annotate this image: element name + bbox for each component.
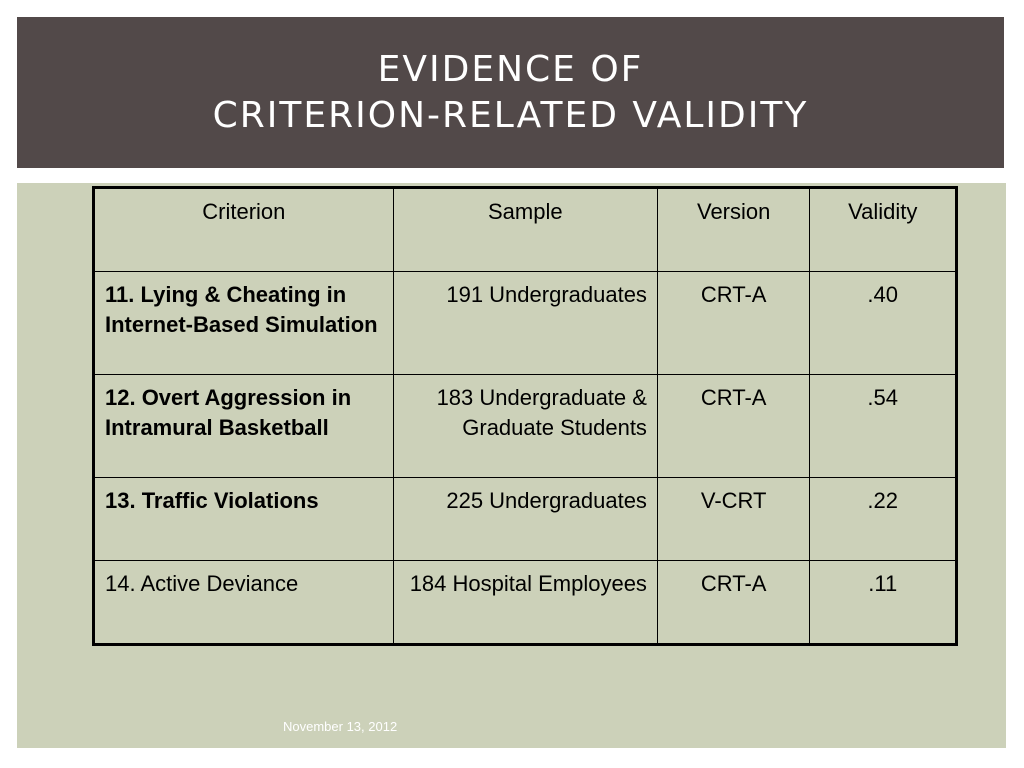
table-header-row (94, 188, 957, 272)
slide-title-line-1: EVIDENCE OF (377, 48, 644, 90)
slide-title-line-2: CRITERION-RELATED VALIDITY (212, 94, 809, 136)
table-row (94, 375, 957, 478)
criterion-cell: 12. Overt Aggression in Intramural Basketball (94, 375, 394, 478)
version-cell: CRT-A (657, 375, 810, 478)
validity-cell: .40 (810, 272, 957, 375)
version-cell: CRT-A (657, 272, 810, 375)
sample-cell: 191 Undergraduates (393, 272, 657, 375)
table-row (94, 272, 957, 375)
sample-cell: 225 Undergraduates (393, 478, 657, 561)
title-band (17, 17, 1004, 168)
sample-cell: 183 Undergraduate & Graduate Students (393, 375, 657, 478)
footer-date: November 13, 2012 (283, 719, 398, 734)
header-validity: Validity (810, 188, 957, 272)
validity-cell: .11 (810, 561, 957, 645)
header-criterion: Criterion (94, 188, 394, 272)
validity-table (92, 186, 958, 646)
sample-cell: 184 Hospital Employees (393, 561, 657, 645)
criterion-cell: 11. Lying & Cheating in Internet-Based Simulation (94, 272, 394, 375)
table-row (94, 478, 957, 561)
header-sample: Sample (393, 188, 657, 272)
validity-cell: .54 (810, 375, 957, 478)
criterion-cell: 14. Active Deviance (94, 561, 394, 645)
table-row (94, 561, 957, 645)
criterion-cell: 13. Traffic Violations (94, 478, 394, 561)
version-cell: V-CRT (657, 478, 810, 561)
version-cell: CRT-A (657, 561, 810, 645)
header-version: Version (657, 188, 810, 272)
validity-cell: .22 (810, 478, 957, 561)
